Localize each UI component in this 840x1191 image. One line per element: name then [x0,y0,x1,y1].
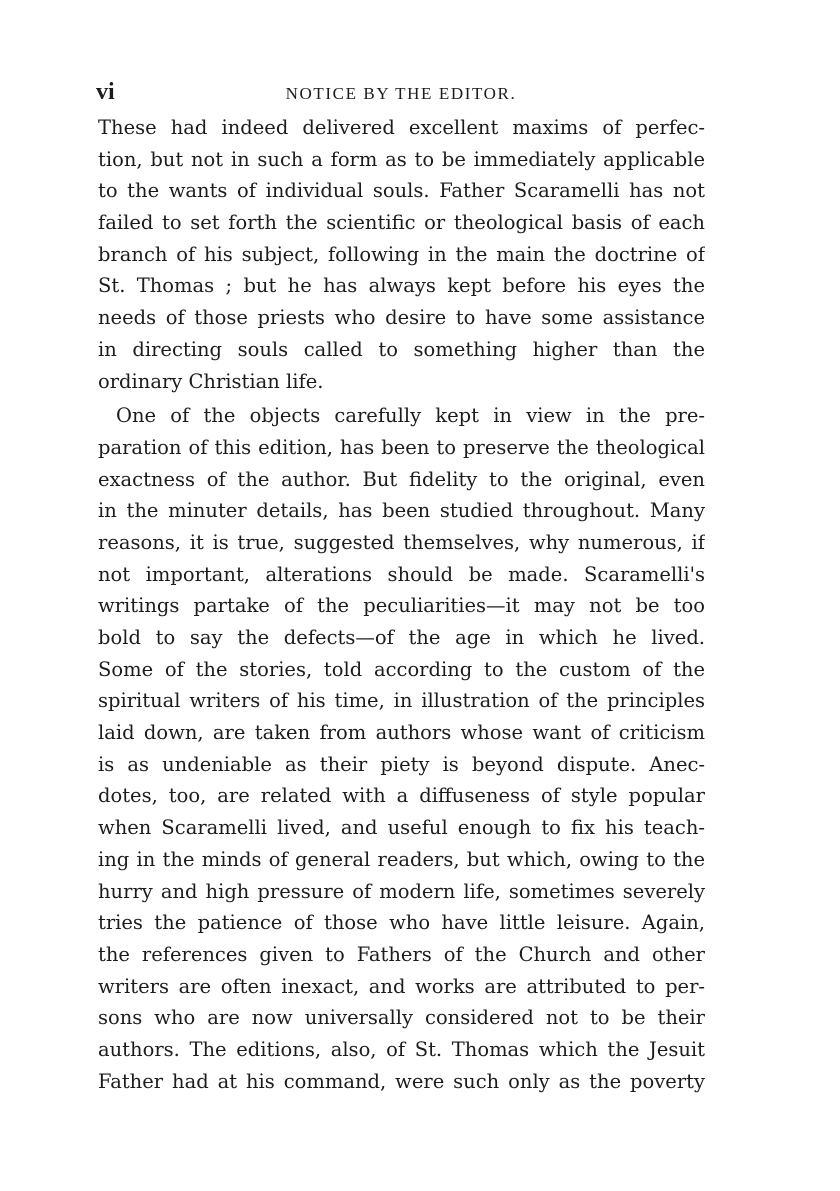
text-line: paration of this edition, has been to preserve the theological [98,435,705,459]
text-line: spiritual writers of his time, in illustration of the principles [98,689,705,713]
text-line: bold to say the defects—of the age in which he lived. [98,626,705,649]
text-line: reasons, it is true, suggested themselves, why numerous, if [98,530,705,554]
text-line: Father had at his command, were such only as the poverty [98,1069,705,1093]
text-line: laid down, are taken from authors whose want of criticism [98,721,705,745]
paragraph-2 [98,400,705,1097]
text-line: not important, alterations should be made. Scaramelli's [98,562,705,586]
running-title: NOTICE BY THE EDITOR. [285,84,517,103]
text-line: exactness of the author. But fidelity to the original, even [98,467,705,491]
text-line: is as undeniable as their piety is beyond dispute. Anec- [98,752,705,776]
text-line: hurry and high pressure of modern life, sometimes severely [98,879,705,903]
text-line: authors. The editions, also, of St. Thomas which the Jesuit [98,1037,705,1061]
text-line: to the wants of individual souls. Father Scaramelli has not [98,179,705,203]
text-line: sons who are now universally considered not to be their [98,1006,705,1030]
body-text [98,112,705,1097]
text-line: writers are often inexact, and works are attributed to per- [98,974,705,998]
text-line: ordinary Christian life. [98,369,324,393]
running-head [96,78,706,110]
text-line: in the minuter details, has been studied throughout. Many [98,499,705,523]
text-line: in directing souls called to something higher than the [98,337,705,361]
text-line: tion, but not in such a form as to be immediately applicable [98,147,705,171]
text-line: failed to set forth the scientific or theological basis of each [98,211,705,235]
text-line: needs of those priests who desire to have some assistance [98,306,705,330]
text-line: Some of the stories, told according to the custom of the [98,657,705,681]
page-number: vi [96,79,115,105]
text-line: when Scaramelli lived, and useful enough to fix his teach- [98,816,705,840]
text-line: St. Thomas ; but he has always kept before his eyes the [98,274,705,298]
text-line: These had indeed delivered excellent maxims of perfec- [98,116,705,139]
text-line: tries the patience of those who have little leisure. Again, [98,911,705,935]
text-line: the references given to Fathers of the Church and other [98,942,705,966]
text-line: ing in the minds of general readers, but which, owing to the [98,847,705,871]
text-line: dotes, too, are related with a diffuseness of style popular [98,784,705,808]
paragraph-1 [98,112,705,397]
text-line: One of the objects carefully kept in view in the pre- [116,404,705,428]
text-line: writings partake of the peculiarities—it may not be too [98,594,705,618]
text-line: branch of his subject, following in the main the doctrine of [98,242,705,266]
